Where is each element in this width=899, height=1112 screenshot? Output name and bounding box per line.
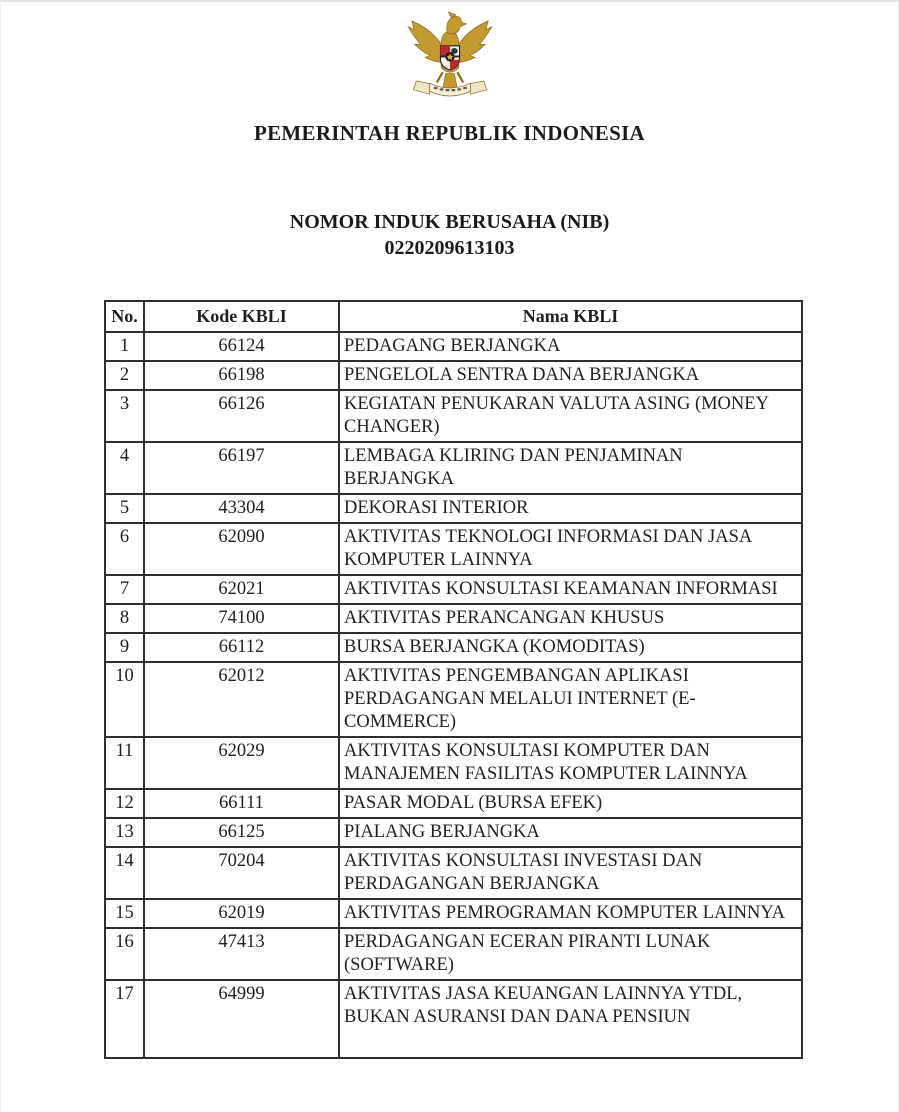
cell-no: 2: [105, 361, 144, 390]
cell-no: 14: [105, 847, 144, 899]
cell-no: 13: [105, 818, 144, 847]
table-header-row: [105, 301, 802, 332]
table-row: [105, 899, 802, 928]
cell-nama: AKTIVITAS KONSULTASI KEAMANAN INFORMASI: [339, 575, 802, 604]
cell-kode: 43304: [144, 494, 339, 523]
cell-kode: 62019: [144, 899, 339, 928]
cell-no: 12: [105, 789, 144, 818]
cell-nama: AKTIVITAS PENGEMBANGAN APLIKASI PERDAGANGAN MELALUI INTERNET (E-COMMERCE): [339, 662, 802, 737]
cell-nama: AKTIVITAS KONSULTASI KOMPUTER DAN MANAJEMEN FASILITAS KOMPUTER LAINNYA: [339, 737, 802, 789]
cell-kode: 62021: [144, 575, 339, 604]
cell-nama: LEMBAGA KLIRING DAN PENJAMINAN BERJANGKA: [339, 442, 802, 494]
nib-number: 0220209613103: [384, 237, 515, 259]
cell-nama: PASAR MODAL (BURSA EFEK): [339, 789, 802, 818]
cell-kode: 66197: [144, 442, 339, 494]
cell-nama: PIALANG BERJANGKA: [339, 818, 802, 847]
cell-no: 5: [105, 494, 144, 523]
cell-kode: 66125: [144, 818, 339, 847]
cell-nama: PERDAGANGAN ECERAN PIRANTI LUNAK (SOFTWARE): [339, 928, 802, 980]
table-row: [105, 662, 802, 737]
cell-kode: 64999: [144, 980, 339, 1058]
cell-no: 8: [105, 604, 144, 633]
cell-kode: 66111: [144, 789, 339, 818]
cell-kode: 74100: [144, 604, 339, 633]
table-row: [105, 604, 802, 633]
cell-nama: BURSA BERJANGKA (KOMODITAS): [339, 633, 802, 662]
cell-nama: AKTIVITAS PERANCANGAN KHUSUS: [339, 604, 802, 633]
cell-kode: 62029: [144, 737, 339, 789]
table-row: [105, 390, 802, 442]
emblem-container: [1, 2, 898, 108]
kbli-table-container: [104, 300, 801, 1059]
cell-no: 15: [105, 899, 144, 928]
table-row: [105, 980, 802, 1058]
table-row: [105, 737, 802, 789]
cell-nama: PEDAGANG BERJANGKA: [339, 332, 802, 361]
document-title-block: [1, 209, 898, 261]
table-row: [105, 789, 802, 818]
cell-kode: 62012: [144, 662, 339, 737]
table-row: [105, 633, 802, 662]
cell-nama: KEGIATAN PENUKARAN VALUTA ASING (MONEY CHANGER): [339, 390, 802, 442]
cell-no: 4: [105, 442, 144, 494]
table-row: [105, 523, 802, 575]
table-row: [105, 847, 802, 899]
cell-no: 9: [105, 633, 144, 662]
table-row: [105, 928, 802, 980]
cell-no: 17: [105, 980, 144, 1058]
document-title: NOMOR INDUK BERUSAHA (NIB): [289, 211, 610, 233]
cell-no: 6: [105, 523, 144, 575]
kbli-table-body: [105, 332, 802, 1058]
government-title: PEMERINTAH REPUBLIK INDONESIA: [253, 121, 646, 145]
cell-nama: AKTIVITAS TEKNOLOGI INFORMASI DAN JASA KOMPUTER LAINNYA: [339, 523, 802, 575]
cell-no: 1: [105, 332, 144, 361]
cell-kode: 70204: [144, 847, 339, 899]
cell-no: 16: [105, 928, 144, 980]
cell-no: 3: [105, 390, 144, 442]
table-row: [105, 818, 802, 847]
cell-nama: AKTIVITAS PEMROGRAMAN KOMPUTER LAINNYA: [339, 899, 802, 928]
cell-nama: AKTIVITAS JASA KEUANGAN LAINNYA YTDL, BUKAN ASURANSI DAN DANA PENSIUN: [339, 980, 802, 1058]
cell-kode: 66198: [144, 361, 339, 390]
kbli-table: [104, 300, 803, 1059]
column-header-no: No.: [105, 301, 144, 332]
table-row: [105, 361, 802, 390]
table-row: [105, 442, 802, 494]
garuda-pancasila-emblem-icon: [406, 10, 494, 108]
cell-nama: PENGELOLA SENTRA DANA BERJANGKA: [339, 361, 802, 390]
column-header-nama: Nama KBLI: [339, 301, 802, 332]
cell-no: 11: [105, 737, 144, 789]
table-row: [105, 575, 802, 604]
cell-kode: 66126: [144, 390, 339, 442]
cell-nama: AKTIVITAS KONSULTASI INVESTASI DAN PERDAGANGAN BERJANGKA: [339, 847, 802, 899]
cell-no: 7: [105, 575, 144, 604]
cell-no: 10: [105, 662, 144, 737]
table-row: [105, 494, 802, 523]
cell-kode: 66112: [144, 633, 339, 662]
table-row: [105, 332, 802, 361]
cell-kode: 62090: [144, 523, 339, 575]
cell-kode: 66124: [144, 332, 339, 361]
column-header-kode: Kode KBLI: [144, 301, 339, 332]
cell-nama: DEKORASI INTERIOR: [339, 494, 802, 523]
cell-kode: 47413: [144, 928, 339, 980]
